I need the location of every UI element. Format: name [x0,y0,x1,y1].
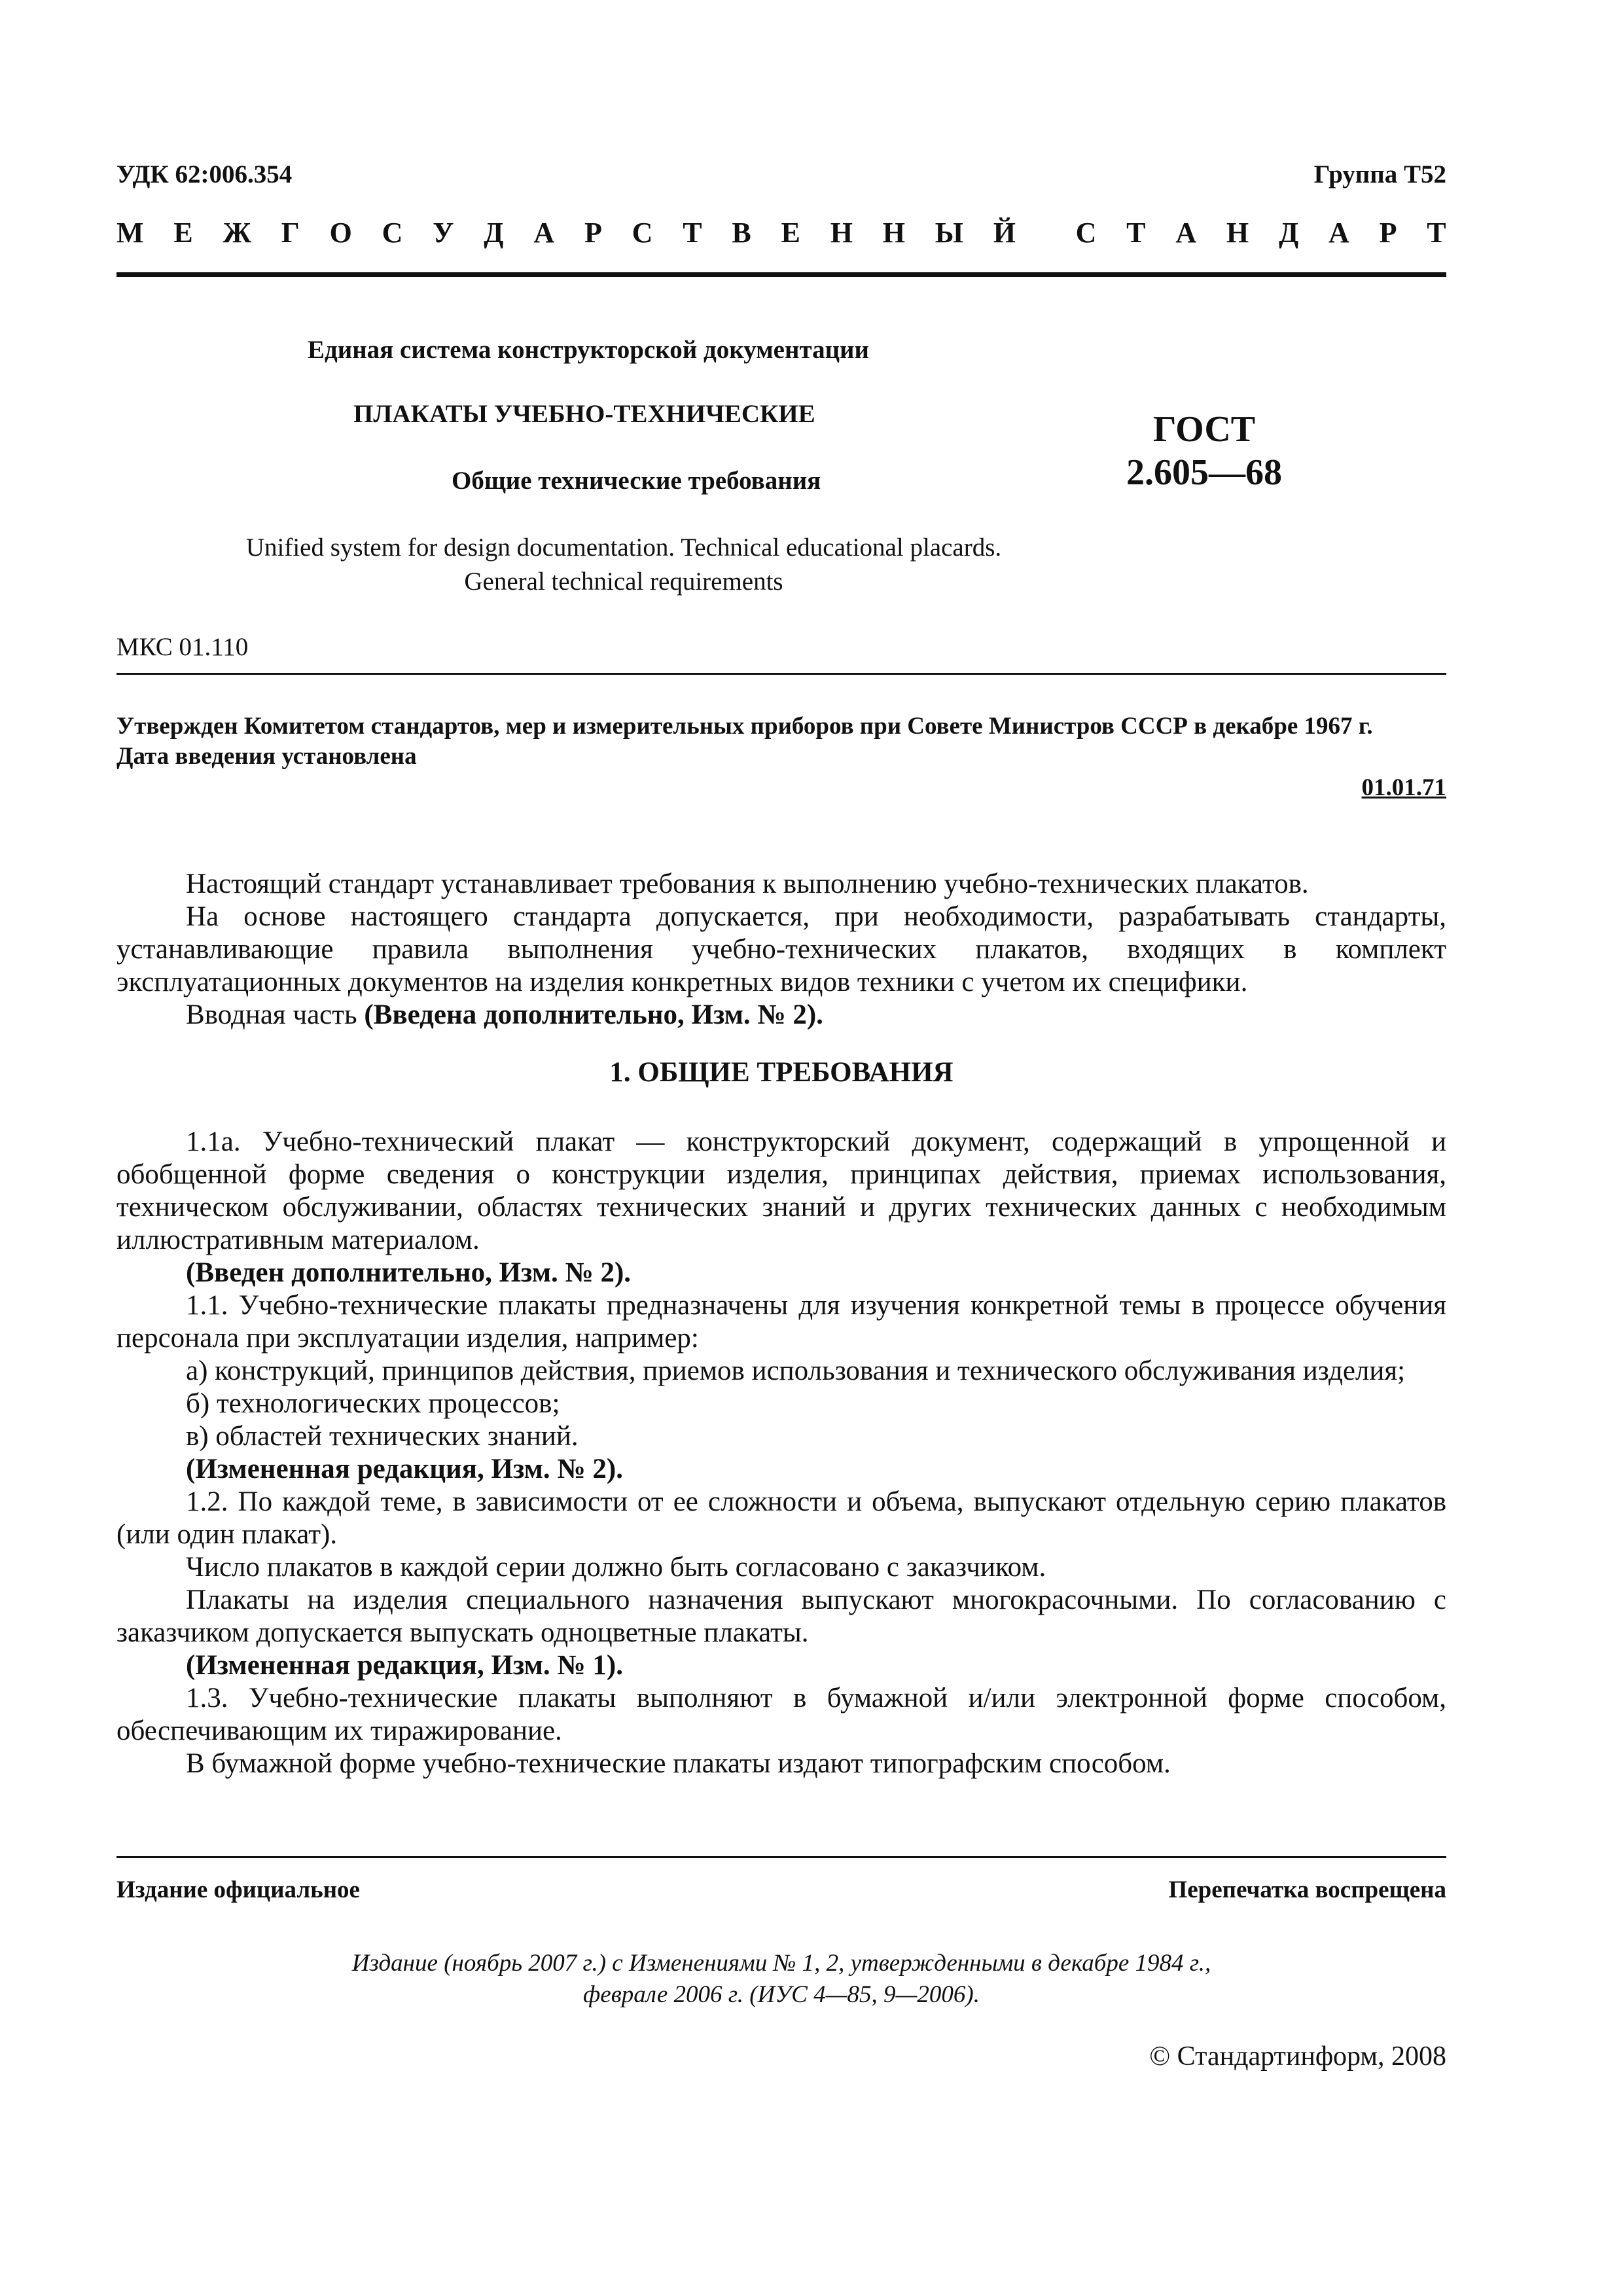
banner-letter: Т [1126,217,1146,249]
banner-letter: С [632,217,653,249]
banner-letter: Т [1427,217,1446,249]
gost-number: 2.605—68 [1126,452,1282,493]
banner-letter: Р [1379,217,1397,249]
list-item-b: б) технологических процессов; [186,1388,560,1419]
edition-note-line1: Издание (ноябрь 2007 г.) с Изменениями № 1, 2, утвержденными в декабре 1984 г., [351,1950,1211,1977]
clause-1-1a: 1.1а. Учебно-технический плакат — конструкторский документ, содержащий в упрощенной и обобщенной форме сведения о конструкции изделия, принципах действия, приемах использования, техническом обслуживании, областях технических знаний и других технических данных с необходимым иллюстративным материалом. [116,1126,1446,1255]
intro-note-amendment: (Введена дополнительно, Изм. № 2). [364,999,823,1030]
amendment-note-2: (Измененная редакция, Изм. № 2). [186,1454,623,1484]
interstate-standard-banner [116,216,1446,249]
amendment-note-1: (Введен дополнительно, Изм. № 2). [186,1257,632,1288]
banner-letter: С [382,217,403,249]
banner-letter: Ы [935,217,963,249]
banner-letter: Д [484,217,504,249]
document-subtitle: Общие технические требования [452,467,821,495]
amendment-note-3: (Измененная редакция, Изм. № 1). [186,1650,623,1681]
edition-note-line2: феврале 2006 г. (ИУС 4—85, 9—2006). [583,1981,980,2008]
reprint-notice: Перепечатка воспрещена [1168,1876,1446,1903]
banner-letter: Й [993,217,1016,249]
official-edition: Издание официальное [116,1876,360,1903]
banner-letter: У [433,217,454,249]
gost-label: ГОСТ [1152,409,1256,450]
title-block-rule [116,673,1446,675]
english-title-line2: General technical requirements [464,567,783,596]
clause-1-1: 1.1. Учебно-технические плакаты предназначены для изучения конкретной темы в процессе обучения персонала при эксплуатации изделия, например: [116,1290,1446,1354]
group-code: Группа Т52 [1313,160,1446,188]
banner-letter: Д [1278,217,1299,249]
banner-letter: Е [781,217,800,249]
banner-letter: Р [584,217,602,249]
banner-letter: Г [281,217,300,249]
system-name: Единая система конструкторской документации [308,336,869,364]
list-item-v: в) областей технических знаний. [186,1421,579,1452]
intro-paragraph-2: На основе настоящего стандарта допускается, при необходимости, разрабатывать стандарты, устанавливающие правила выполнения учебно-технических плакатов, входящих в комплект эксплуатационных документов на изделия конкретных видов техники с учетом их специфики. [116,901,1446,997]
copyright: © Стандартинформ, 2008 [1149,2041,1446,2072]
list-item-a: а) конструкций, принципов действия, приемов использования и технического обслуживания изделия; [186,1355,1406,1386]
intro-date-label: Дата введения установлена [116,743,417,770]
intro-paragraph-3 [116,999,1446,1031]
banner-letter: А [533,217,555,249]
banner-letter: О [329,217,352,249]
banner-letter: Е [173,217,193,249]
udk-code: УДК 62:006.354 [116,160,293,188]
banner-letter: С [1075,217,1097,249]
intro-date: 01.01.71 [1361,774,1446,801]
mks-code: МКС 01.110 [116,633,249,661]
banner-letter: Н [882,217,905,249]
banner-letter: Ж [223,217,251,249]
document-title: ПЛАКАТЫ УЧЕБНО-ТЕХНИЧЕСКИЕ [353,400,815,428]
banner-letter: Н [1226,217,1249,249]
section-body [116,1126,1446,1780]
clause-1-2-count: Число плакатов в каждой серии должно быть согласовано с заказчиком. [186,1552,1046,1583]
approval-statement: Утвержден Комитетом стандартов, мер и измерительных приборов при Совете Министров СССР в декабре 1967 г. [116,713,1373,740]
section-heading: 1. ОБЩИЕ ТРЕБОВАНИЯ [609,1057,954,1088]
banner-letter: М [116,217,144,249]
banner-letter: Н [830,217,853,249]
clause-1-3: 1.3. Учебно-технические плакаты выполняют в бумажной и/или электронной форме способом, обеспечивающим их тиражирование. [116,1683,1446,1746]
clause-1-2: 1.2. По каждой теме, в зависимости от ее сложности и объема, выпускают отдельную серию плакатов (или один плакат). [116,1486,1446,1550]
clause-1-2-colors: Плакаты на изделия специального назначения выпускают многокрасочными. По согласованию с заказчиком допускается выпускать одноцветные плакаты. [116,1585,1446,1648]
intro-section [116,868,1446,1031]
english-title-line1: Unified system for design documentation. Technical educational placards. [245,533,1002,562]
intro-paragraph-1: Настоящий стандарт устанавливает требования к выполнению учебно-технических плакатов. [186,869,1309,899]
banner-letter: А [1329,217,1349,249]
intro-note-text: Вводная часть [186,999,365,1030]
banner-letter: А [1175,217,1197,249]
banner-letter: В [732,217,751,249]
footer-rule [116,1856,1446,1858]
banner-letter: Т [683,217,702,249]
clause-1-3-paper: В бумажной форме учебно-технические плакаты издают типографским способом. [186,1748,1171,1779]
header-rule [116,272,1446,277]
